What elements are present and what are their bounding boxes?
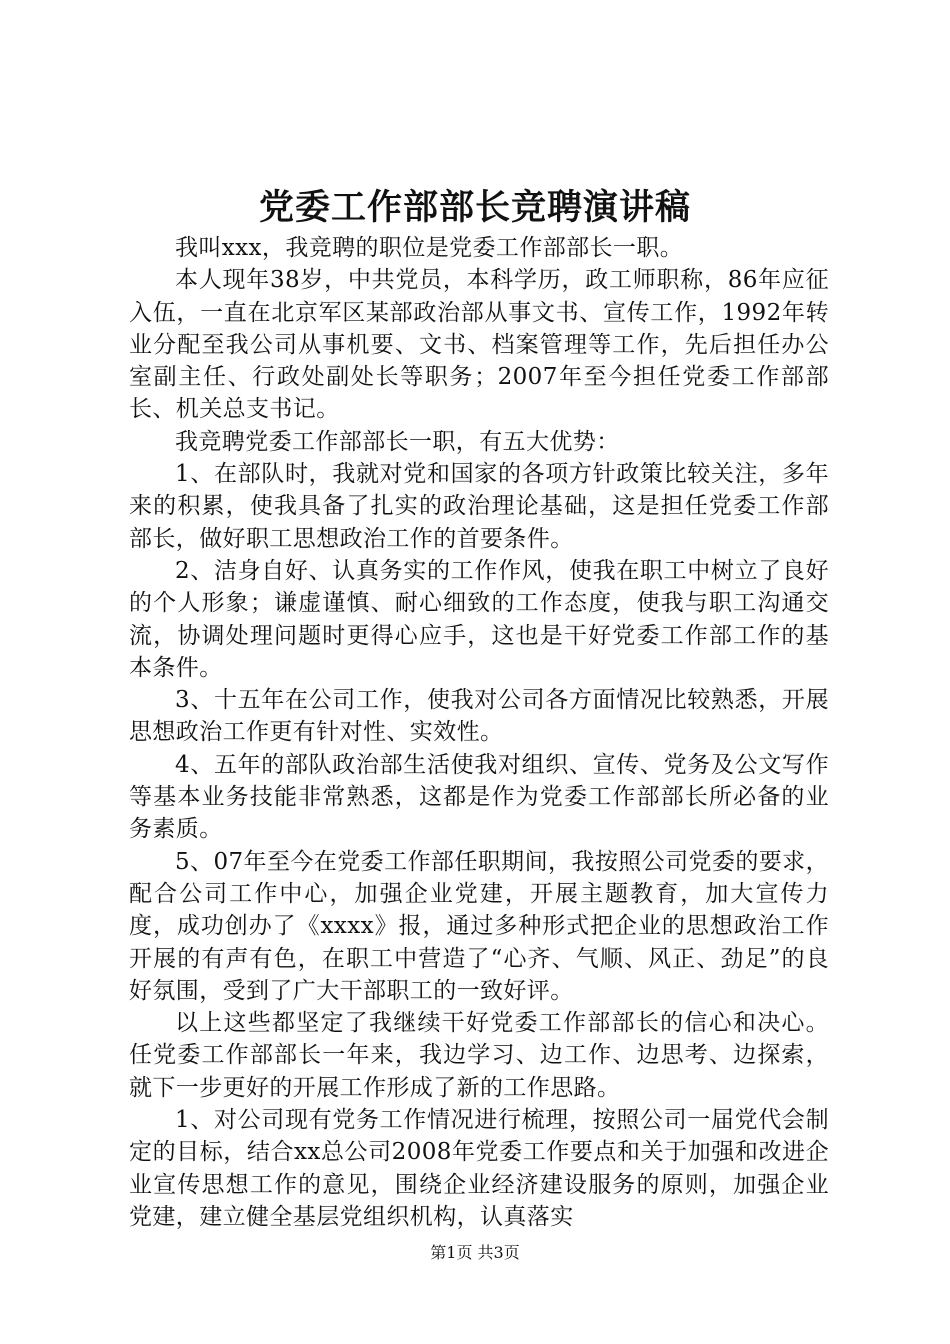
document-body (129, 232, 829, 1233)
paragraph-transition: 以上这些都坚定了我继续干好党委工作部部长的信心和决心。任党委工作部部长一年来，我边学习、边工作、边思考、边探索，就下一步更好的开展工作形成了新的工作思路。 (129, 1010, 829, 1101)
document-title: 党委工作部部长竞聘演讲稿 (258, 187, 691, 228)
paragraph-background: 本人现年38岁，中共党员，本科学历，政工师职称，86年应征入伍，一直在北京军区某部政治部从事文书、宣传工作，1992年转业分配至我公司从事机要、文书、档案管理等工作，先后担任办公室副主任、行政处副处长等职务；2007年至今担任党委工作部部长、机关总支书记。 (129, 267, 829, 423)
paragraph-plan-1: 1、对公司现有党务工作情况进行梳理，按照公司一届党代会制定的目标，结合xx总公司2008年党委工作要点和关于加强和改进企业宣传思想工作的意见，围绕企业经济建设服务的原则，加强企业党建，建立健全基层党组织机构，认真落实 (129, 1107, 829, 1230)
paragraph-advantages-heading: 我竞聘党委工作部部长一职，有五大优势： (175, 428, 620, 455)
paragraph-advantage-4: 4、五年的部队政治部生活使我对组织、宣传、党务及公文写作等基本业务技能非常熟悉，这都是作为党委工作部部长所必备的业务素质。 (129, 751, 829, 843)
paragraph-advantage-2: 2、洁身自好、认真务实的工作作风，使我在职工中树立了良好的个人形象；谦虚谨慎、耐心细致的工作态度，使我与职工沟通交流，协调处理问题时更得心应手，这也是干好党委工作部工作的基本条件。 (129, 557, 829, 681)
paragraph-advantage-3: 3、十五年在公司工作，使我对公司各方面情况比较熟悉，开展思想政治工作更有针对性、实效性。 (129, 687, 829, 746)
page-number-footer: 第1页 共3页 (430, 1243, 520, 1262)
paragraph-intro: 我叫xxx，我竞聘的职位是党委工作部部长一职。 (175, 235, 684, 261)
paragraph-advantage-5: 5、07年至今在党委工作部任职期间，我按照公司党委的要求，配合公司工作中心，加强企业党建，开展主题教育，加大宣传力度，成功创办了《xxxx》报，通过多种形式把企业的思想政治工作开展的有声有色，在职工中营造了“心齐、气顺、风正、劲足”的良好氛围，受到了广大干部职工的一致好评。 (129, 848, 829, 1004)
paragraph-advantage-1: 1、在部队时，我就对党和国家的各项方针政策比较关注，多年来的积累，使我具备了扎实的政治理论基础，这是担任党委工作部部长，做好职工思想政治工作的首要条件。 (129, 461, 829, 552)
